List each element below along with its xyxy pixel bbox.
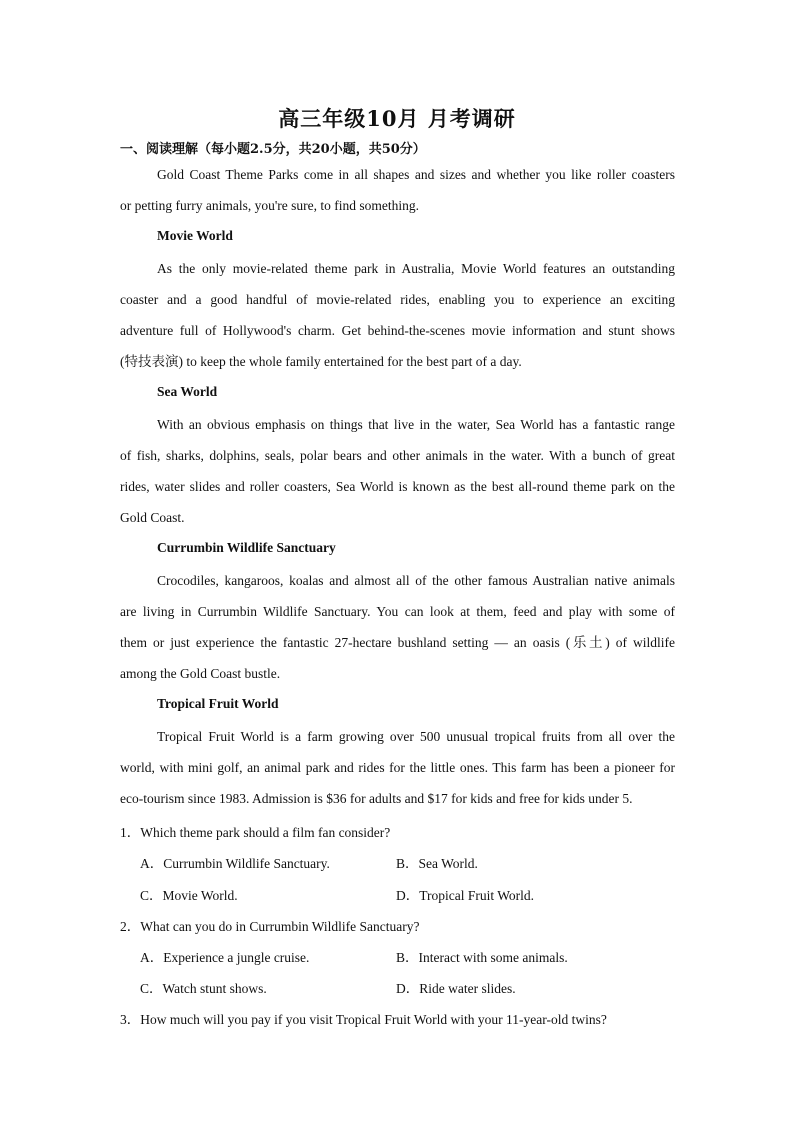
question-2-option-c: C．Watch stunt shows. <box>140 981 267 996</box>
intro-line-2: or petting furry animals, you're sure, to find something. <box>120 198 419 213</box>
paragraph-line: world, with mini golf, an animal park and rides for the little ones. This farm has been a pioneer for <box>120 760 675 775</box>
intro-line-1: Gold Coast Theme Parks come in all shapes and sizes and whether you like roller coasters <box>157 167 675 182</box>
question-2-option-b: B．Interact with some animals. <box>396 950 568 965</box>
paragraph-line: coaster and a good handful of movie-related rides, enabling you to experience an exciting <box>120 292 675 307</box>
question-3: 3．How much will you pay if you visit Tropical Fruit World with your 11-year-old twins? <box>120 1012 607 1027</box>
question-1: 1．Which theme park should a film fan consider? <box>120 825 391 840</box>
question-1-option-a: A．Currumbin Wildlife Sanctuary. <box>140 856 330 871</box>
question-1-option-b: B．Sea World. <box>396 856 478 871</box>
paragraph-line: rides, water slides and roller coasters, Sea World is known as the best all-round theme park on the <box>120 479 675 494</box>
paragraph-line: adventure full of Hollywood's charm. Get behind-the-scenes movie information and stunt shows <box>120 323 675 338</box>
park-heading-sea-world: Sea World <box>157 384 218 399</box>
question-2: 2．What can you do in Currumbin Wildlife Sanctuary? <box>120 919 420 934</box>
paragraph-line: are living in Currumbin Wildlife Sanctuary. You can look at them, feed and play with some of <box>120 604 675 619</box>
paragraph-line: Gold Coast. <box>120 510 185 525</box>
paragraph-line: Crocodiles, kangaroos, koalas and almost all of the other famous Australian native animals <box>157 573 675 588</box>
question-1-option-d: D．Tropical Fruit World. <box>396 888 535 903</box>
park-heading-movie-world: Movie World <box>157 228 233 243</box>
park-heading-currumbin: Currumbin Wildlife Sanctuary <box>157 540 336 555</box>
page-title: 高三年级10月 月考调研 <box>278 106 516 131</box>
paragraph-line: With an obvious emphasis on things that live in the water, Sea World has a fantastic range <box>157 417 675 432</box>
paragraph-line: As the only movie-related theme park in Australia, Movie World features an outstanding <box>157 261 675 276</box>
park-heading-tropical-fruit-world: Tropical Fruit World <box>157 696 279 711</box>
section-heading: 一、阅读理解（每小题2.5分，共20小题，共50分） <box>120 142 426 157</box>
paragraph-line: Tropical Fruit World is a farm growing over 500 unusual tropical fruits from all over the <box>157 729 675 744</box>
question-2-option-d: D．Ride water slides. <box>396 981 516 996</box>
paragraph-line: of fish, sharks, dolphins, seals, polar bears and other animals in the water. With a bunch of great <box>120 448 675 463</box>
question-1-option-c: C．Movie World. <box>140 888 238 903</box>
paragraph-line: (特技表演) to keep the whole family entertained for the best part of a day. <box>120 354 522 369</box>
paragraph-line: among the Gold Coast bustle. <box>120 666 281 681</box>
paragraph-line: them or just experience the fantastic 27-hectare bushland setting — an oasis (乐土) of wildlife <box>120 635 675 650</box>
paragraph-line: eco-tourism since 1983. Admission is $36 for adults and $17 for kids and free for kids under 5. <box>120 791 633 806</box>
question-2-option-a: A．Experience a jungle cruise. <box>140 950 310 965</box>
